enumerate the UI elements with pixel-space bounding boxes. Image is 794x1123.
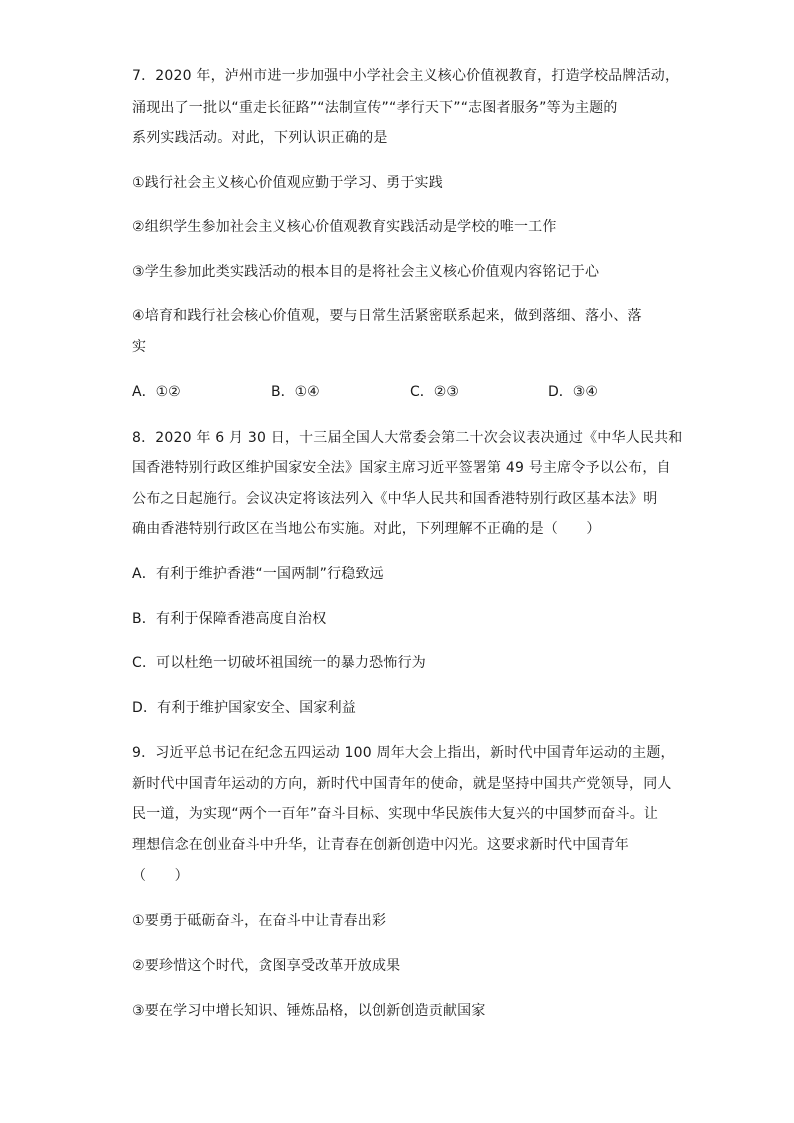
q9-stem-line-4: 理想信念在创业奋斗中升华，让青春在创新创造中闪光。这要求新时代中国青年 [132, 837, 629, 853]
q8-option-b: B．有利于保障香港高度自治权 [132, 611, 327, 627]
q7-stem-line-2: 涌现出了一批以“重走长征路”“法制宣传”“孝行天下”“志图者服务”等为主题的 [132, 100, 618, 116]
q7-choice-c: C．②③ [410, 384, 459, 400]
q8-stem-line-3: 公布之日起施行。会议决定将该法列入《中华人民共和国香港特别行政区基本法》明 [132, 491, 658, 507]
q9-stem-line-5: （ ） [132, 868, 189, 884]
q7-stem-line-1: 7．2020 年，泸州市进一步加强中小学社会主义核心价值视教育，打造学校品牌活动， [132, 68, 680, 84]
q7-option-1: ①践行社会主义核心价值观应勤于学习、勇于实践 [132, 175, 443, 191]
q7-option-4-cont: 实 [132, 339, 147, 355]
q8-option-d: D．有利于维护国家安全、国家利益 [132, 700, 356, 716]
q9-stem-line-3: 民一道，为实现“两个一百年”奋斗目标、实现中华民族伟大复兴的中国梦而奋斗。让 [132, 806, 659, 822]
q9-stem-line-2: 新时代中国青年运动的方向，新时代中国青年的使命，就是坚持中国共产党领导，同人 [132, 776, 672, 792]
q7-option-4: ④培育和践行社会核心价值观，要与日常生活紧密联系起来，做到落细、落小、落 [132, 308, 642, 324]
q8-stem-line-1: 8．2020 年 6 月 30 日，十三届全国人大常委会第二十次会议表决通过《中华人民共和 [132, 430, 683, 446]
q7-option-3: ③学生参加此类实践活动的根本目的是将社会主义核心价值观内容铭记于心 [132, 264, 600, 280]
q8-option-a: A．有利于维护香港“一国两制”行稳致远 [132, 566, 384, 582]
q8-stem-line-4: 确由香港特别行政区在当地公布实施。对此，下列理解不正确的是（ ） [132, 521, 601, 537]
q7-choice-d: D．③④ [548, 384, 598, 400]
q9-option-2: ②要珍惜这个时代，贪图享受改革开放成果 [132, 958, 401, 974]
q7-option-2: ②组织学生参加社会主义核心价值观教育实践活动是学校的唯一工作 [132, 219, 557, 235]
q7-choice-a: A．①② [132, 384, 181, 400]
q9-option-1: ①要勇于砥砺奋斗，在奋斗中让青春出彩 [132, 913, 387, 929]
q8-option-c: C．可以杜绝一切破坏祖国统一的暴力恐怖行为 [132, 655, 426, 671]
q8-stem-line-2: 国香港特别行政区维护国家安全法》国家主席习近平签署第 49 号主席令予以公布，自 [132, 460, 671, 476]
q9-stem-line-1: 9．习近平总书记在纪念五四运动 100 周年大会上指出，新时代中国青年运动的主题， [132, 745, 675, 761]
q7-stem-line-3: 系列实践活动。对此，下列认识正确的是 [132, 130, 388, 146]
q7-choice-b: B．①④ [271, 384, 320, 400]
q9-option-3: ③要在学习中增长知识、锤炼品格，以创新创造贡献国家 [132, 1003, 486, 1019]
